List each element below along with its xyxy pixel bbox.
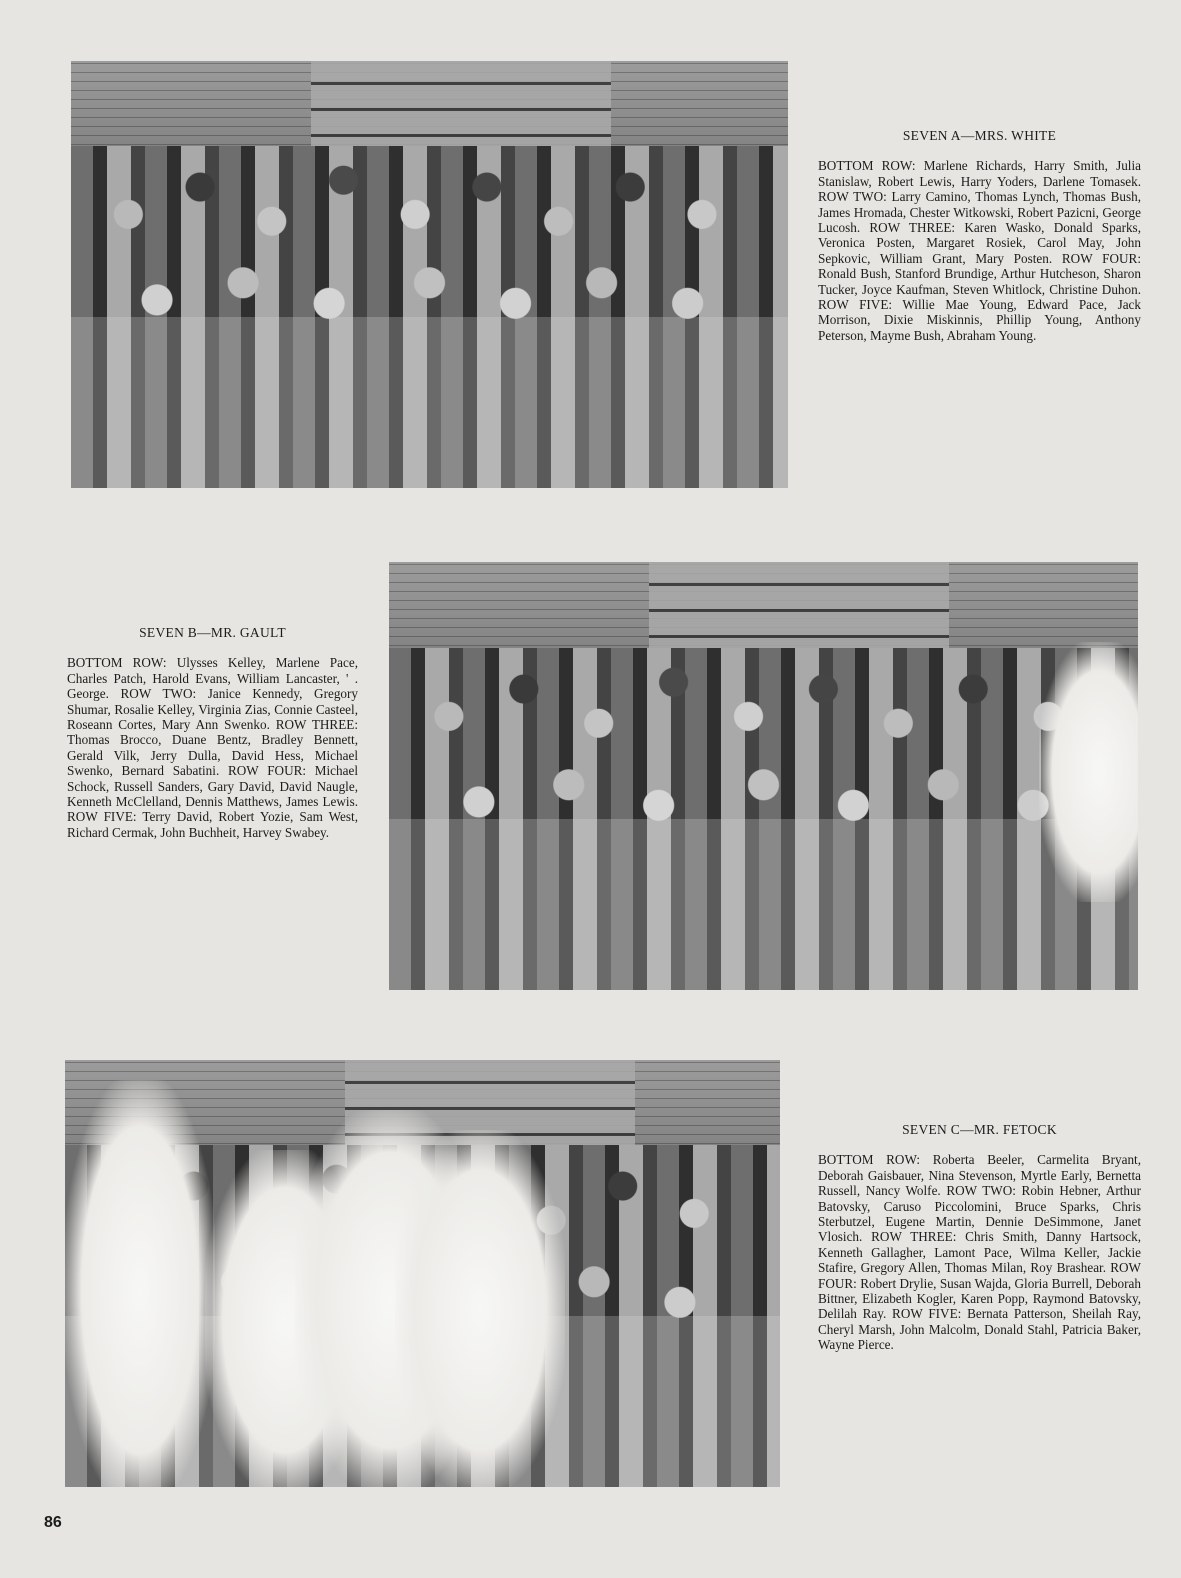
students-group [71,146,788,488]
page-number: 86 [44,1514,62,1531]
caption-title: SEVEN C—MR. FETOCK [902,1122,1057,1137]
class-photo-seven-c [65,1060,780,1487]
caption-title: SEVEN B—MR. GAULT [139,625,286,640]
photo-damage [65,1080,215,1487]
caption-seven-a [818,128,1141,343]
photo-damage [395,1130,565,1487]
class-photo-seven-a [71,61,788,488]
class-photo-seven-b [389,562,1138,990]
caption-seven-c [818,1122,1141,1353]
caption-text: BOTTOM ROW: Marlene Richards, Harry Smith, Julia Stanislaw, Robert Lewis, Harry Yoders, Darlene Tomasek. ROW TWO: Larry Camino, Thomas Lynch, Thomas Bush, James Hromada, Chester Witkowski, Robert Pazicni, George Lucosh. ROW THREE: Karen Wasko, Donald Sparks, Veronica Posten, Margaret Rosiek, Carol May, John Sepkovic, William Grant, Mary Posten. ROW FOUR: Ronald Bush, Stanford Brundige, Arthur Hutcheson, Sharon Tucker, Joyce Kaufman, Steven Whitlock, Christine Duhon. ROW FIVE: Willie Mae Young, Edward Pace, Jack Morrison, Dixie Miskinnis, Phillip Young, Anthony Peterson, Mayme Bush, Abraham Young. [818,158,1141,343]
students-group [389,648,1138,990]
caption-title: SEVEN A—MRS. WHITE [902,128,1057,143]
caption-text: BOTTOM ROW: Roberta Beeler, Carmelita Bryant, Deborah Gaisbauer, Nina Stevenson, Myrtle Early, Bernetta Russell, Nancy Wolfe. ROW TWO: Robin Hebner, Arthur Batovsky, Caruso Piccolomini, Bruce Sparks, Chris Sterbutzel, Eugene Martin, Dennie DeSimmone, Janet Vlosich. ROW THREE: Chris Smith, Danny Hartsock, Kenneth Gallagher, Lamont Pace, Wilma Keller, Jackie Stafire, Gregory Allen, Thomas Milan, Roy Brashear. ROW FOUR: Robert Drylie, Susan Wajda, Gloria Burrell, Deborah Bittner, Elizabeth Kogler, Karen Popp, Raymond Batovsky, Delilah Ray. ROW FIVE: Bernata Patterson, Sheilah Ray, Cheryl Marsh, John Malcolm, Donald Stahl, Patricia Baker, Wayne Pierce. [818,1152,1141,1353]
caption-text: BOTTOM ROW: Ulysses Kelley, Marlene Pace, Charles Patch, Harold Evans, William Lancaster, ' . George. ROW TWO: Janice Kennedy, Gregory Shumar, Rosalie Kelley, Virginia Zias, Connie Casteel, Roseann Cortes, Mary Ann Swenko. ROW THREE: Thomas Brocco, Duane Bentz, Bradley Bennett, Gerald Vilk, Jerry Dulla, David Hess, Michael Swenko, Bernard Sabatini. ROW FOUR: Michael Schock, Russell Sanders, Gary David, David Naugle, Kenneth McClelland, Dennis Matthews, James Lewis. ROW FIVE: Terry David, Robert Yozie, Sam West, Richard Cermak, John Buchheit, Harvey Swabey. [67,655,358,840]
caption-seven-b [67,625,358,840]
photo-damage [1039,642,1138,902]
